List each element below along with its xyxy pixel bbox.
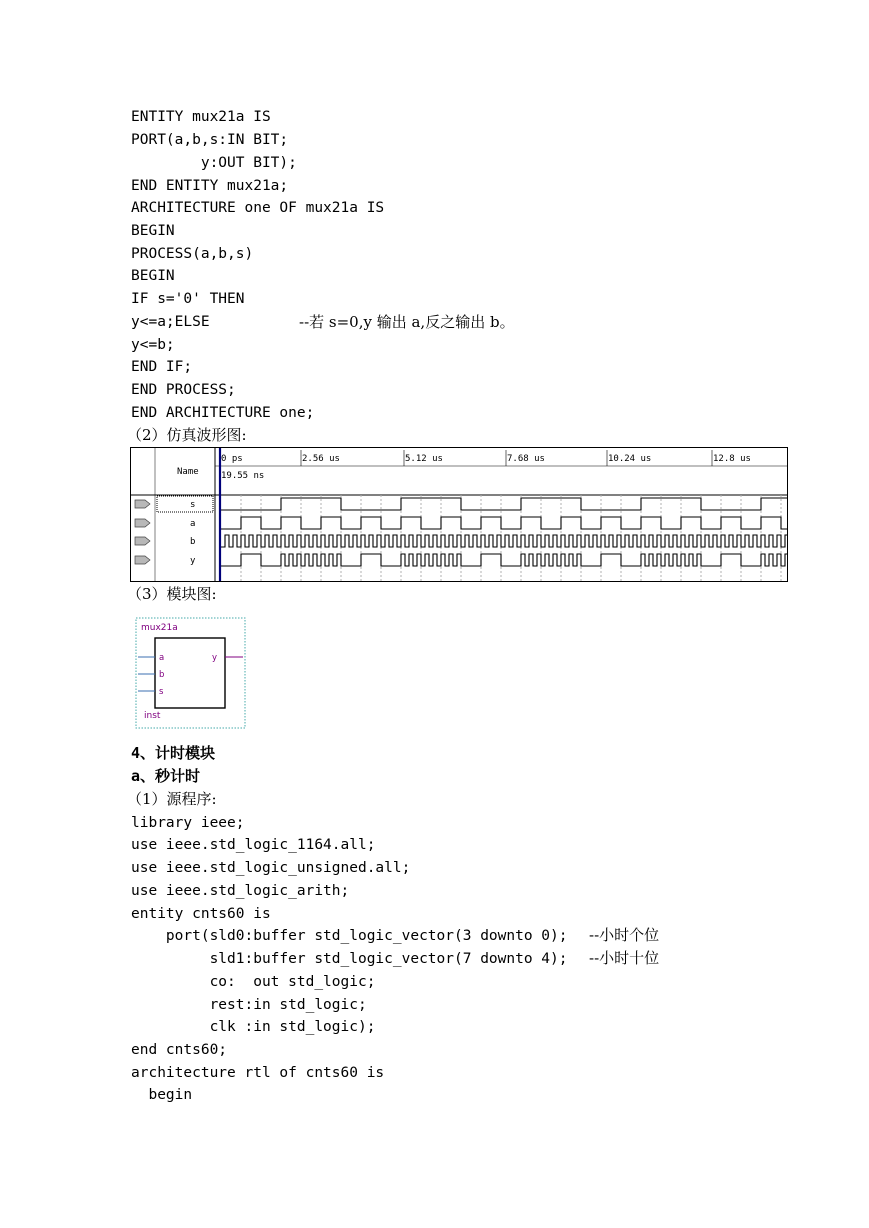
code-line: library ieee; (131, 815, 245, 831)
section-heading-source: （1）源程序: (127, 790, 217, 808)
code-line: END PROCESS; (131, 382, 236, 398)
signal-name[interactable]: y (190, 556, 196, 566)
code-line: port(sld0:buffer std_logic_vector(3 downto 0); (131, 928, 568, 944)
time-label: 7.68 us (507, 454, 545, 464)
block-input-s: s (159, 687, 164, 697)
waveform-viewer (130, 447, 788, 582)
block-output-y: y (212, 653, 218, 663)
block-inst: inst (144, 711, 161, 721)
name-column-header: Name (177, 467, 199, 477)
code-comment: --小时十位 (589, 949, 660, 967)
section-heading-seconds: a、秒计时 (131, 767, 201, 785)
time-label: 5.12 us (405, 454, 443, 464)
code-line: END IF; (131, 359, 193, 375)
code-line: ENTITY mux21a IS (131, 109, 271, 125)
time-label: 2.56 us (302, 454, 340, 464)
code-line: BEGIN (131, 223, 175, 239)
signal-name[interactable]: b (190, 537, 196, 547)
code-comment: --小时个位 (589, 926, 660, 944)
time-label: 0 ps (221, 454, 243, 464)
code-comment: --若 s=0,y 输出 a,反之输出 b。 (299, 313, 515, 331)
code-line: clk :in std_logic); (131, 1019, 376, 1035)
code-line: use ieee.std_logic_1164.all; (131, 837, 376, 853)
code-line: end cnts60; (131, 1042, 228, 1058)
cursor-time: 19.55 ns (221, 471, 265, 481)
time-label: 10.24 us (608, 454, 652, 464)
code-line: BEGIN (131, 268, 175, 284)
code-line: PORT(a,b,s:IN BIT; (131, 132, 289, 148)
section-heading-simulation: （2）仿真波形图: (127, 426, 247, 444)
code-line: END ENTITY mux21a; (131, 178, 289, 194)
code-line: architecture rtl of cnts60 is (131, 1065, 385, 1081)
code-line: entity cnts60 is (131, 906, 271, 922)
code-line: y<=b; (131, 337, 175, 353)
code-line: PROCESS(a,b,s) (131, 246, 254, 262)
code-line: sld1:buffer std_logic_vector(7 downto 4); (131, 951, 568, 967)
block-title: mux21a (141, 623, 178, 633)
code-line: y<=a;ELSE (131, 314, 210, 330)
signal-name[interactable]: a (190, 519, 196, 529)
code-line: co: out std_logic; (131, 974, 376, 990)
signal-name[interactable]: s (190, 500, 196, 510)
block-input-a: a (159, 653, 165, 663)
time-label: 12.8 us (713, 454, 751, 464)
code-line: ARCHITECTURE one OF mux21a IS (131, 200, 385, 216)
code-line: y:OUT BIT); (131, 155, 297, 171)
code-line: IF s='0' THEN (131, 291, 245, 307)
code-line: END ARCHITECTURE one; (131, 405, 315, 421)
block-diagram (135, 617, 247, 730)
code-line: use ieee.std_logic_unsigned.all; (131, 860, 411, 876)
code-line: begin (131, 1087, 193, 1103)
section-heading-block: （3）模块图: (127, 585, 217, 603)
code-line: use ieee.std_logic_arith; (131, 883, 350, 899)
code-line: rest:in std_logic; (131, 997, 367, 1013)
block-input-b: b (159, 670, 165, 680)
section-heading-timing: 4、计时模块 (131, 744, 216, 762)
